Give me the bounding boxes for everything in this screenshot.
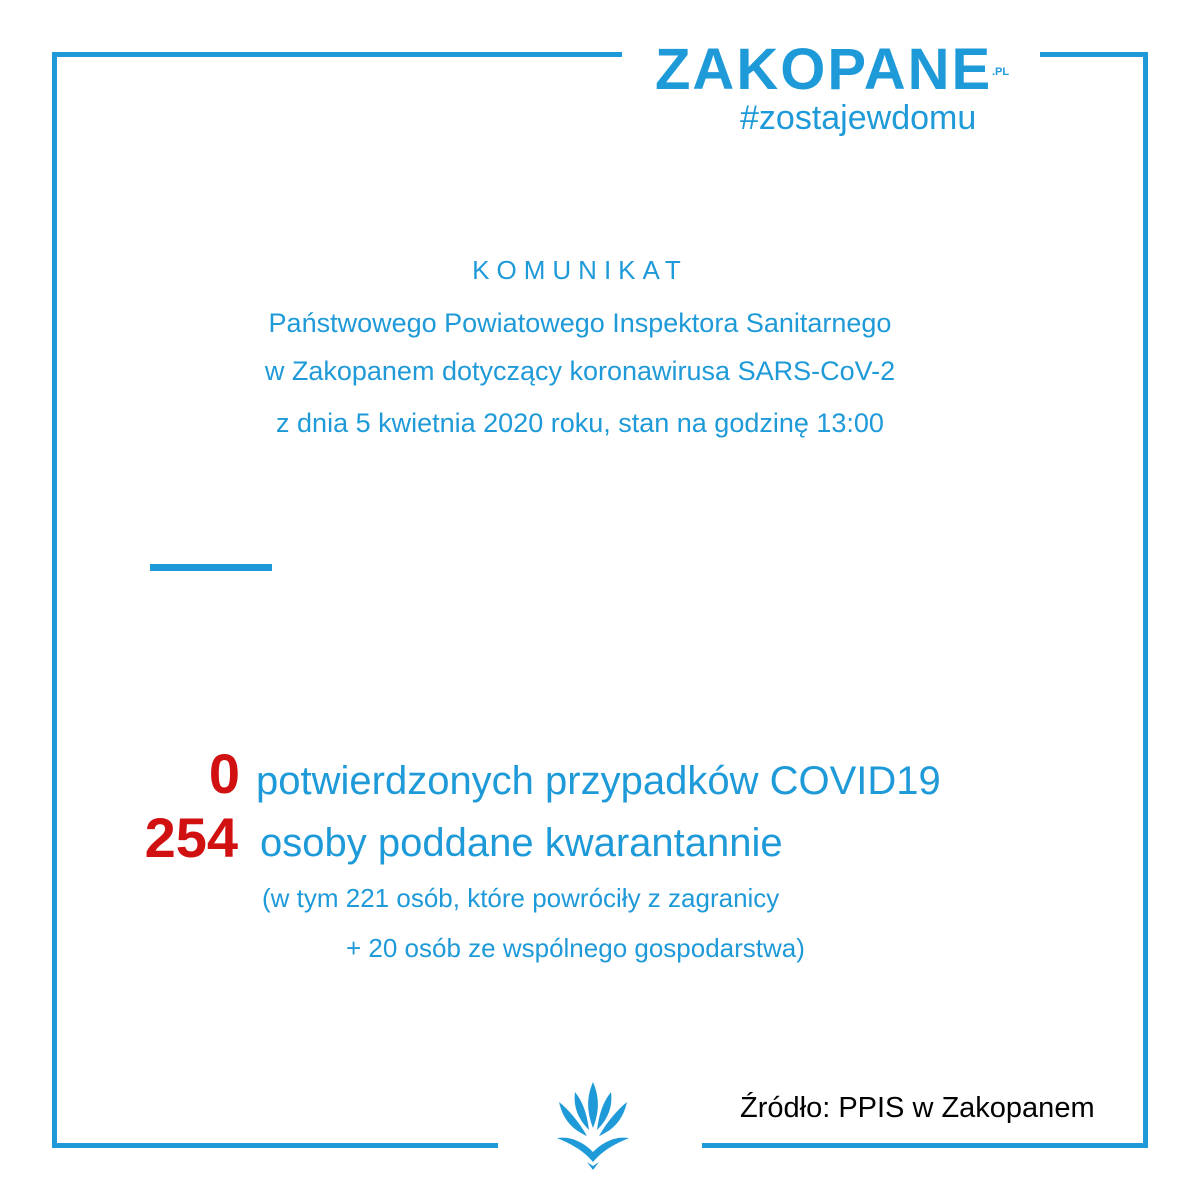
- frame-left: [52, 52, 57, 1148]
- quarantine-count: 254: [144, 806, 238, 869]
- announcement-line: w Zakopanem dotyczący koronawirusa SARS-CoV-2: [264, 356, 896, 386]
- source-credit: Źródło: PPIS w Zakopanem: [740, 1092, 1095, 1124]
- frame-top-left: [52, 52, 622, 57]
- announcement-line: Państwowego Powiatowego Inspektora Sanitarnego: [268, 308, 892, 338]
- brand-logo-suffix: .PL: [992, 66, 1010, 78]
- confirmed-label: potwierdzonych przypadków COVID19: [256, 759, 941, 803]
- frame-top-right: [1040, 52, 1148, 57]
- quarantine-note-line: + 20 osób ze wspólnego gospodarstwa): [346, 933, 805, 963]
- quarantine-label: osoby poddane kwarantannie: [260, 821, 783, 865]
- highlander-plant-icon: [553, 1078, 633, 1174]
- frame-right: [1143, 52, 1148, 1148]
- confirmed-count: 0: [208, 742, 240, 805]
- accent-divider: [150, 564, 272, 571]
- announcement-line: z dnia 5 kwietnia 2020 roku, stan na godzinę 13:00: [276, 408, 884, 438]
- brand-logo: ZAKOPANE: [655, 37, 993, 102]
- announcement-heading: KOMUNIKAT: [472, 255, 688, 285]
- frame-bottom-left: [52, 1143, 498, 1148]
- hashtag: #zostajewdomu: [740, 99, 977, 137]
- frame-bottom-right: [702, 1143, 1148, 1148]
- quarantine-note-line: (w tym 221 osób, które powróciły z zagranicy: [262, 883, 780, 913]
